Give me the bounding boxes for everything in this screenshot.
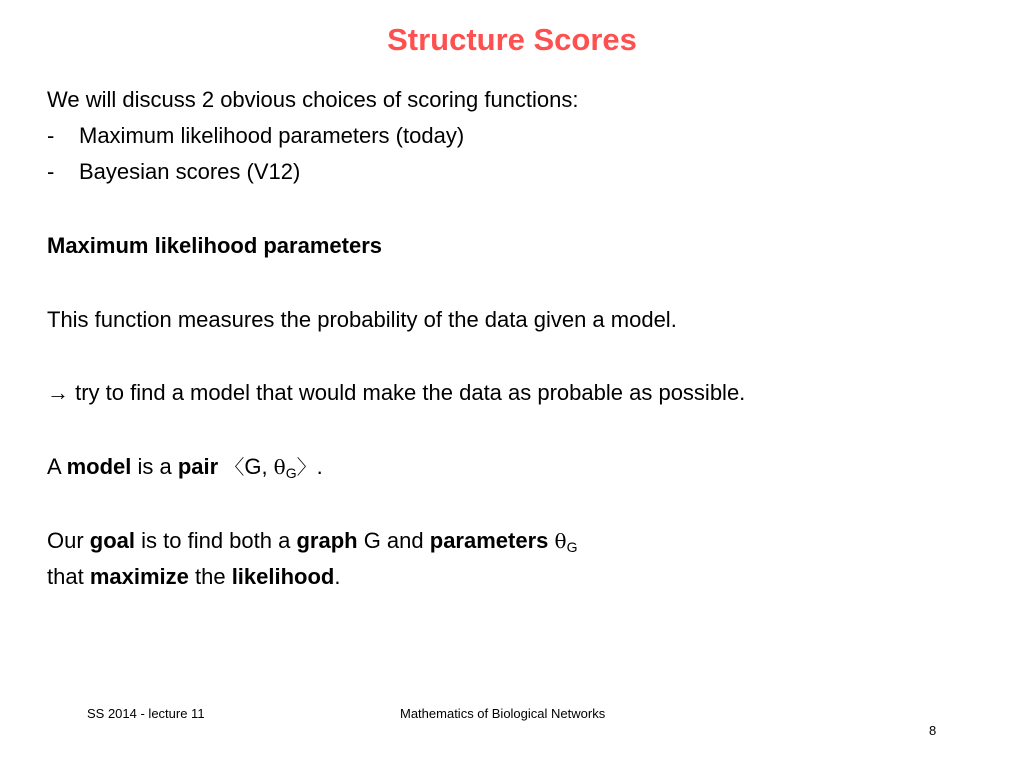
left-angle-bracket: 〈: [224, 455, 245, 479]
footer-lecture: SS 2014 - lecture 11: [87, 706, 205, 721]
goal-statement-continued: [47, 564, 341, 590]
text-fragment: .: [316, 454, 323, 479]
text-fragment: Our: [47, 528, 90, 553]
graph-symbol: G,: [244, 454, 274, 479]
theta-subscript: G: [566, 539, 578, 555]
bold-term-parameters: parameters: [429, 528, 549, 553]
definition-text: This function measures the probability of the data given a model.: [47, 307, 677, 332]
slide-title: Structure Scores: [387, 22, 637, 57]
bullet-text: Maximum likelihood parameters (today): [79, 123, 465, 148]
model-definition: [47, 454, 323, 480]
text-fragment: is to find both a: [135, 528, 297, 553]
theta-symbol: θ: [554, 529, 567, 553]
bold-term-pair: pair: [177, 454, 219, 479]
bullet-dash: -: [47, 159, 55, 184]
right-angle-bracket: 〉: [296, 455, 317, 479]
section-heading: Maximum likelihood parameters: [47, 233, 382, 258]
intro-text: We will discuss 2 obvious choices of scoring functions:: [47, 87, 579, 112]
text-fragment: the: [188, 564, 232, 589]
bold-term-model: model: [66, 454, 132, 479]
bold-term-goal: goal: [89, 528, 136, 553]
theta-symbol: θ: [273, 455, 286, 479]
bullet-item: [47, 123, 464, 149]
page-number: 8: [929, 723, 937, 738]
text-fragment: A: [47, 454, 67, 479]
text-fragment: G and: [357, 528, 430, 553]
text-fragment: .: [334, 564, 341, 589]
bold-term-maximize: maximize: [89, 564, 189, 589]
bold-term-likelihood: likelihood: [231, 564, 335, 589]
goal-statement: [47, 528, 577, 554]
theta-subscript: G: [285, 465, 297, 481]
footer-course: Mathematics of Biological Networks: [400, 706, 606, 721]
text-fragment: that: [47, 564, 90, 589]
bullet-text: Bayesian scores (V12): [79, 159, 301, 184]
text-fragment: is a: [131, 454, 178, 479]
bullet-dash: -: [47, 123, 55, 148]
bold-term-graph: graph: [296, 528, 358, 553]
goal-arrow-text: → try to find a model that would make the data as probable as possible.: [47, 380, 746, 405]
bullet-item: [47, 159, 300, 185]
